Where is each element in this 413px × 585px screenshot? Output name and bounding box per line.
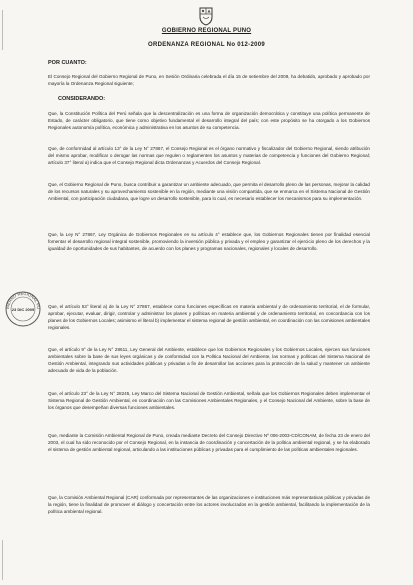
heading-por-cuanto: POR CUANTO: [48, 60, 87, 66]
paragraph-4: Que, la Ley N° 27867, Ley Orgánica de Gobiernos Regionales en su artículo 4° establece que, los Gobiernos Regionales tienen por finalidad esencial fomentar el desarrollo regional integral sostenible, promoviendo la inversión pública y privada y el empleo y garantizar el ejercicio pleno de los derechos y la igualdad de oportunidades de sus habitantes, de acuerdo con los planes y programas nacionales, regionales y locales de desarrollo. [48, 232, 370, 251]
ordinance-title: ORDENANZA REGIONAL No 012-2009 [147, 42, 266, 48]
paragraph-9: Que, la Comisión Ambiental Regional (CAR) conformada por representantes de las organizaciones e instituciones más representativas públicas y privadas de la región, tiene la finalidad de promover el diálogo y concertación entre los actores involucrados en la gestión ambiental, facilitando la implementación de la política ambiental regional. [48, 495, 370, 514]
paragraph-intro: El Consejo Regional del Gobierno Regional de Puno, en Sesión Ordinaria celebrada el día 15 de setiembre del 2009, ha debatido, aprobado y aprobado por mayoría la Ordenanza Regional siguiente; [48, 74, 370, 86]
national-crest-icon [197, 6, 215, 26]
paragraph-2: Que, de conformidad al artículo 13° de la Ley N° 27867, el Consejo Regional es el órgano normativo y fiscalizador del Gobierno Regional, siendo atribución del mismo aprobar, modificar o derogar las normas que regulen o reglamenten los asuntos y materias de competencia y funciones del Gobierno Regional; artículo 37° literal a) indica que el Consejo Regional dicta Ordenanzas y Acuerdos del Consejo Regional. [48, 146, 370, 165]
paragraph-6: Que, el artículo 9° de la Ley N° 28611, Ley General del Ambiente, establece que los Gobiernos Regionales y los Gobiernos Locales, ejercen sus funciones ambientales sobre la base de sus leyes orgánicas y de conformidad con la Política Nacional del Ambiente, las normas y políticas del Sistema Nacional de Gestión Ambiental, integrando sus actividades públicas y privadas a fin de desarrollar las acciones para la protección de la salud y mantener un ambiente adecuado de vida de la población. [48, 347, 370, 373]
heading-considerando: CONSIDERANDO: [58, 96, 106, 102]
paragraph-1: Que, la Constitución Política del Perú señala que la descentralización es una forma de organización democrática y constituye una política permanente de Estado, de carácter obligatorio, que tiene como objetivo fundamental el desarrollo integral del país; con este propósito se ha otorgado a los Gobiernos Regionales autonomía política, económica y administrativa en los asuntos de su competencia. [48, 111, 370, 130]
scan-margin-mark [2, 540, 9, 580]
official-stamp-icon [4, 290, 42, 328]
paragraph-5: Que, el artículo 53° literal a) de la Ley N° 27867, establece como funciones específicas en materia ambiental y de ordenamiento territorial, el de formular, aprobar, ejecutar, evaluar, dirigir, controlar y administrar los planes y políticas en materia ambiental y de ordenamiento territorial, en concordancia con los planes de los Gobiernos Locales; asimismo el literal b) implementar el sistema regional de gestión ambiental, en coordinación con las comisiones ambientales regionales. [48, 304, 370, 330]
stamp-text: BIERNO REGIONAL PU [4, 290, 42, 310]
paragraph-7: Que, el artículo 23° de la Ley N° 28245, Ley Marco del Sistema Nacional de Gestión Ambiental, señala que los Gobiernos Regionales deben implementar el Sistema Regional de Gestión Ambiental, en coordinación con las Comisiones Ambientales Regionales, y el Consejo Nacional del Ambiente, sobre la base de los órganos que desempeñan diversas funciones ambientales. [48, 391, 370, 410]
paragraph-3: Que, el Gobierno Regional de Puno, busca contribuir a garantizar un ambiente adecuado, que permita el desarrollo pleno de las personas, mejorar la calidad de los recursos naturales y su aprovechamiento sostenible en la región, mediante una visión compartida, que se enmarca en el Sistema Nacional de Gestión Ambiental, con participación ciudadana, que logre un desarrollo sostenible, para lo cual, es necesario establecer los mecanismos para su implementación. [48, 182, 370, 201]
government-title: GOBIERNO REGIONAL PUNO [161, 28, 252, 34]
paragraph-8: Que, mediante la Comisión Ambiental Regional de Puno, creada mediante Decreto del Consejo Directivo Nº 006-2003-CD/CONAM, de fecha 23 de enero del 2003, el cual ha sido reconocido por el Consejo Regional, en la instancia de coordinación y concertación de la política ambiental regional, y se ha elaborado el sistema de gestión ambiental regional, articulando a las instituciones públicas y privadas para el cumplimiento de las políticas ambientales regionales. [48, 433, 370, 452]
scan-margin-mark [2, 10, 9, 50]
stamp-date: 23 DIC 2009 [11, 307, 35, 312]
